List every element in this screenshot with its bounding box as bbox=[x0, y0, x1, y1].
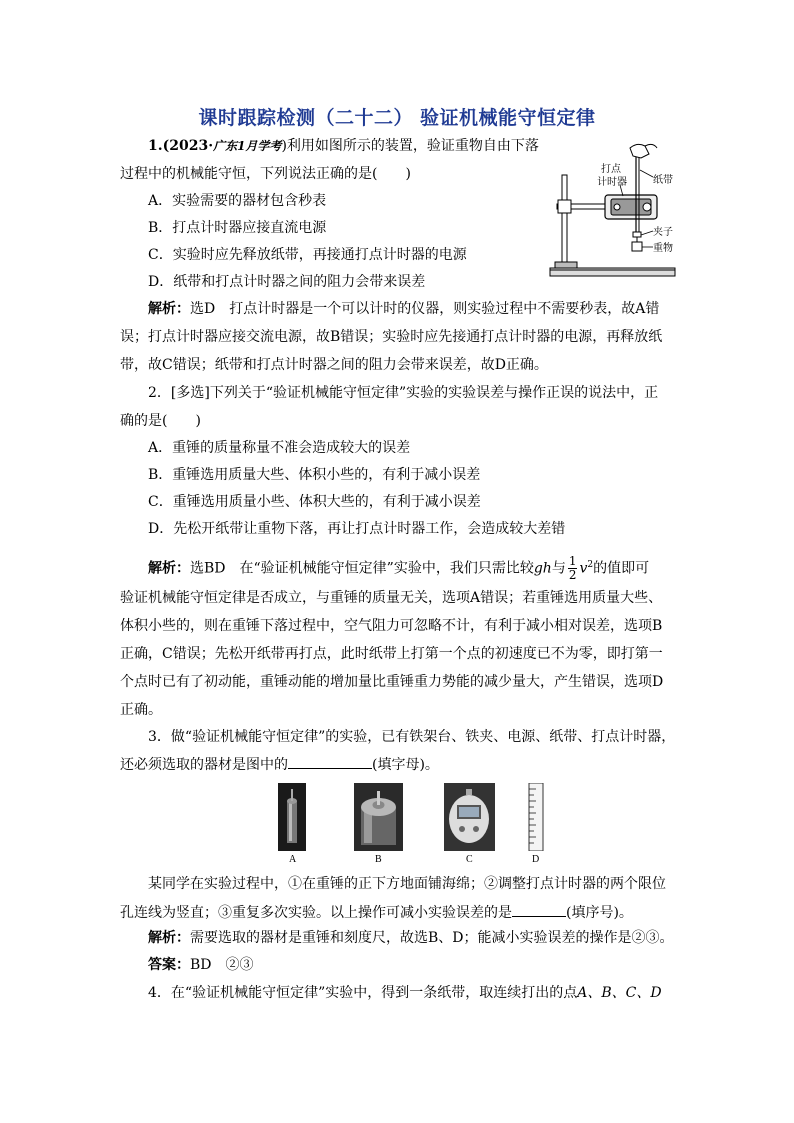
q1-analysis-label: 解析： bbox=[148, 301, 190, 317]
iron-stand bbox=[562, 175, 567, 268]
q3-analysis-label: 解析： bbox=[148, 930, 190, 946]
hand bbox=[630, 144, 649, 158]
q2-with: 与 bbox=[551, 560, 566, 577]
q3-analysis-text: 需要选取的器材是重锤和刻度尺，故选B、D；能减小实验误差的操作是②③。 bbox=[190, 930, 674, 946]
weight bbox=[632, 242, 642, 251]
q2-v: v bbox=[579, 560, 588, 577]
q3-para-text: 孔连线为竖直；③重复多次实验。以上操作可减小实验误差的是 bbox=[120, 905, 512, 921]
page-title: 课时跟踪检测（二十二） 验证机械能守恒定律 bbox=[198, 107, 596, 129]
q3-answer-label: 答案： bbox=[148, 957, 190, 973]
photo-a-weight-small bbox=[278, 783, 306, 851]
q2-analysis-text-b: 的值即可 bbox=[593, 560, 650, 577]
q4-stem-text: 4．在“验证机械能守恒定律”实验中，得到一条纸带，取连续打出的点 bbox=[148, 985, 578, 1001]
q3-answer-text: BD ②③ bbox=[190, 957, 254, 973]
q2-stem-line2: 确的是( ) bbox=[120, 413, 201, 429]
q1-stem-line1 bbox=[148, 137, 539, 155]
q3-answer-blank-1[interactable] bbox=[288, 754, 372, 769]
q3-para-line2 bbox=[120, 902, 633, 922]
caption-c: C bbox=[466, 854, 473, 865]
fraction-numerator: 1 bbox=[568, 554, 577, 569]
caption-b: B bbox=[375, 854, 382, 865]
q3-para-line1: 某同学在实验过程中，①在重锤的正下方地面铺海绵；②调整打点计时器的两个限位 bbox=[148, 876, 666, 892]
q2-gh: gh bbox=[533, 560, 552, 577]
q1-number: 1.(2023· bbox=[148, 138, 214, 154]
q2-analysis-text-a: 选BD 在“验证机械能守恒定律”实验中，我们只需比较 bbox=[190, 560, 534, 577]
q1-stem-rest: )利用如图所示的装置，验证重物自由下落 bbox=[281, 138, 539, 154]
q2-option-c: C．重锤选用质量小些、体积大些的，有利于减小误差 bbox=[148, 494, 481, 510]
q2-analysis-label: 解析： bbox=[148, 560, 190, 577]
q2-option-a: A．重锤的质量称量不准会造成较大的误差 bbox=[148, 440, 411, 456]
q2-analysis-line5: 个点时已有了初动能，重锤动能的增加量比重锤重力势能的减少量大，产生错误，选项D bbox=[120, 674, 664, 690]
q1-stem-line2: 过程中的机械能守恒，下列说法正确的是( ) bbox=[120, 166, 411, 182]
q2-option-b: B．重锤选用质量大些、体积小些的，有利于减小误差 bbox=[148, 467, 481, 483]
q2-stem-line1: 2．[多选]下列关于“验证机械能守恒定律”实验的实验误差与操作正误的说法中，正 bbox=[148, 385, 659, 401]
q3-stem-line2 bbox=[120, 754, 439, 774]
label-tape: 纸带 bbox=[653, 175, 673, 186]
q3-stem-suffix: (填字母)。 bbox=[372, 757, 439, 773]
q2-option-d: D．先松开纸带让重物下落，再让打点计时器工作，会造成较大差错 bbox=[148, 521, 566, 537]
photo-d-ruler bbox=[527, 783, 545, 851]
q2-analysis-line6: 正确。 bbox=[120, 702, 162, 718]
q1-analysis-line2: 误；打点计时器应接交流电源，故B错误；实验时应先接通打点计时器的电源，再释放纸 bbox=[120, 329, 663, 345]
q1-option-d: D．纸带和打点计时器之间的阻力会带来误差 bbox=[148, 274, 426, 290]
q3-answer-line bbox=[148, 956, 254, 974]
label-weight: 重物 bbox=[653, 243, 673, 254]
q2-fraction bbox=[568, 555, 578, 582]
q3-para-suffix: (填序号)。 bbox=[566, 905, 633, 921]
q1-option-b: B．打点计时器应接直流电源 bbox=[148, 220, 327, 236]
q2-analysis-line2: 验证机械能守恒定律是否成立，与重锤的质量无关，选项A错误；若重锤选用质量大些、 bbox=[120, 590, 663, 606]
q3-analysis-line bbox=[148, 929, 674, 947]
q4-stem-line1 bbox=[148, 984, 662, 1002]
q2-analysis-line1 bbox=[148, 552, 649, 582]
q1-analysis-text1: 选D 打点计时器是一个可以计时的仪器，则实验过程中不需要秒表，故A错 bbox=[190, 301, 660, 317]
q1-analysis-line3: 带，故C错误；纸带和打点计时器之间的阻力会带来误差，故D正确。 bbox=[120, 357, 548, 373]
q1-source: 广东1月学考 bbox=[213, 139, 282, 153]
label-timer-2: 计时器 bbox=[597, 177, 627, 188]
q2-square: 2 bbox=[587, 560, 594, 570]
q1-option-a: A．实验需要的器材包含秒表 bbox=[148, 193, 327, 209]
fraction-denominator: 2 bbox=[568, 568, 577, 583]
photo-c-stopwatch bbox=[444, 783, 495, 851]
q2-analysis-line4: 正确，C错误；先松开纸带再打点，此时纸带上打第一个点的初速度已不为零，即打第一 bbox=[120, 646, 663, 662]
q1-analysis-line1 bbox=[148, 300, 659, 318]
caption-a: A bbox=[289, 854, 297, 865]
q3-answer-blank-2[interactable] bbox=[512, 902, 566, 917]
clip bbox=[633, 232, 641, 237]
caption-d: D bbox=[532, 854, 540, 865]
table-base bbox=[550, 268, 675, 276]
photo-b-heavy-weight bbox=[354, 783, 403, 851]
label-timer-1: 打点 bbox=[601, 164, 621, 175]
q3-stem-line1: 3．做“验证机械能守恒定律”的实验，已有铁架台、铁夹、电源、纸带、打点计时器， bbox=[148, 729, 676, 745]
free-fall-apparatus-diagram bbox=[545, 140, 685, 280]
q3-stem-text: 还必须选取的器材是图中的 bbox=[120, 757, 288, 773]
label-clip: 夹子 bbox=[653, 227, 673, 238]
q1-option-c: C．实验时应先释放纸带，再接通打点计时器的电源 bbox=[148, 247, 467, 263]
q2-analysis-line3: 体积小些的，则在重锤下落过程中，空气阻力可忽略不计，有利于减小相对误差，选项B bbox=[120, 618, 663, 634]
q4-points: A、B、C、D bbox=[577, 985, 662, 1001]
